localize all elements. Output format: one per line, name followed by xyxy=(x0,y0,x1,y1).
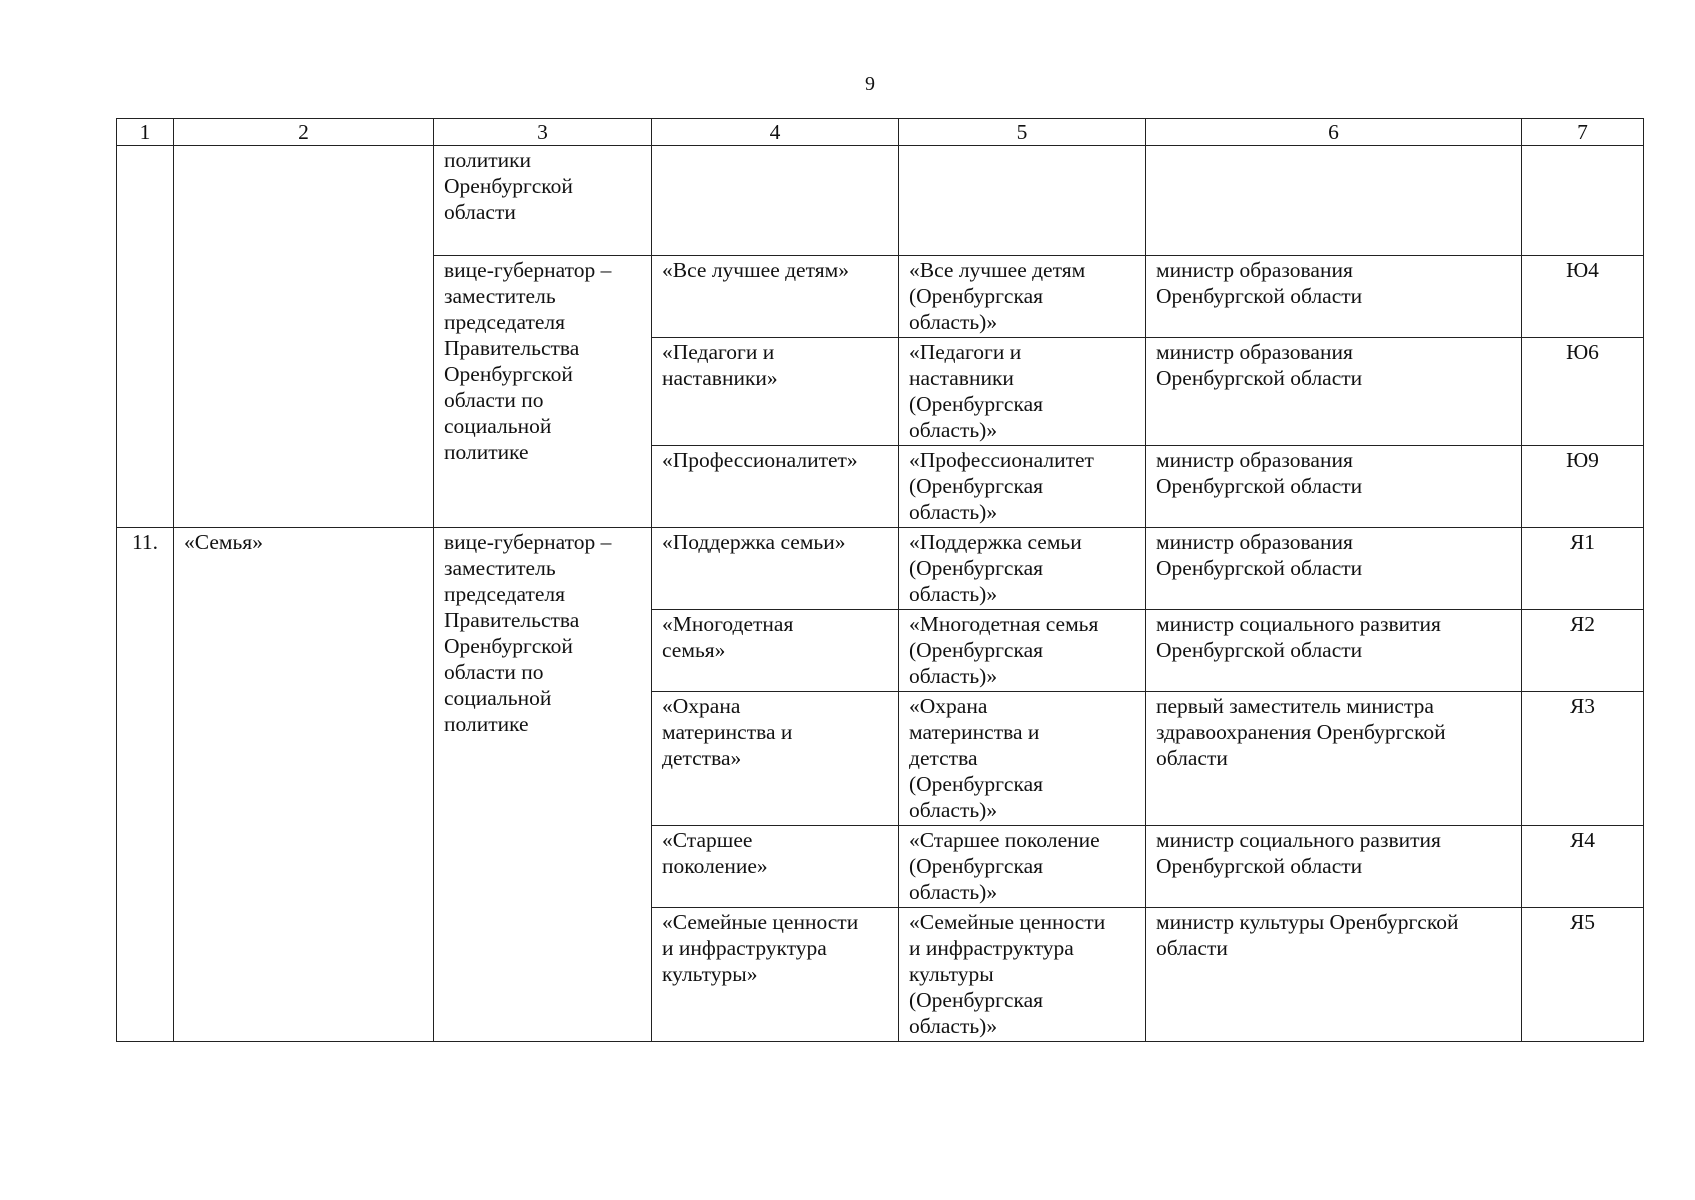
column-header-1: 1 xyxy=(117,119,174,146)
project-code-cell: Я2 xyxy=(1522,610,1644,692)
column-header-4: 4 xyxy=(652,119,899,146)
row-number-cell: 11. xyxy=(117,528,174,1042)
federal-project-cell: «Многодетная семья» xyxy=(652,610,899,692)
federal-project-cell: «Охрана материнства и детства» xyxy=(652,692,899,826)
regional-project-cell: «Старшее поколение (Оренбургская область)» xyxy=(899,826,1146,908)
curator-cell: вице-губернатор – заместитель председателя Правительства Оренбургской области по социальной политике xyxy=(434,256,652,528)
column-header-3: 3 xyxy=(434,119,652,146)
column-header-2: 2 xyxy=(174,119,434,146)
table-row xyxy=(117,528,1644,610)
regional-project-cell: «Поддержка семьи (Оренбургская область)» xyxy=(899,528,1146,610)
project-head-cell: министр культуры Оренбургской области xyxy=(1146,908,1522,1042)
project-code-cell xyxy=(1522,146,1644,256)
regional-project-cell: «Семейные ценности и инфраструктура культуры (Оренбургская область)» xyxy=(899,908,1146,1042)
project-code-cell: Я3 xyxy=(1522,692,1644,826)
project-head-cell: министр социального развития Оренбургской области xyxy=(1146,610,1522,692)
project-code-cell: Ю4 xyxy=(1522,256,1644,338)
project-head-cell: министр образования Оренбургской области xyxy=(1146,528,1522,610)
page-number: 9 xyxy=(865,73,875,95)
project-head-cell: министр образования Оренбургской области xyxy=(1146,338,1522,446)
national-project-cell: «Семья» xyxy=(174,528,434,1042)
federal-project-cell: «Все лучшее детям» xyxy=(652,256,899,338)
column-header-7: 7 xyxy=(1522,119,1644,146)
curator-cell: вице-губернатор – заместитель председателя Правительства Оренбургской области по социальной политике xyxy=(434,528,652,1042)
project-head-cell xyxy=(1146,146,1522,256)
table-row xyxy=(117,146,1644,256)
national-project-cell xyxy=(174,146,434,528)
federal-project-cell: «Семейные ценности и инфраструктура культуры» xyxy=(652,908,899,1042)
header-row xyxy=(117,119,1644,146)
regional-project-cell: «Все лучшее детям (Оренбургская область)» xyxy=(899,256,1146,338)
project-head-cell: министр образования Оренбургской области xyxy=(1146,256,1522,338)
curator-cell: политики Оренбургской области xyxy=(434,146,652,256)
project-code-cell: Ю9 xyxy=(1522,446,1644,528)
project-head-cell: министр образования Оренбургской области xyxy=(1146,446,1522,528)
federal-project-cell: «Поддержка семьи» xyxy=(652,528,899,610)
row-number-cell xyxy=(117,146,174,528)
projects-table xyxy=(116,118,1644,1042)
project-code-cell: Я5 xyxy=(1522,908,1644,1042)
regional-project-cell: «Многодетная семья (Оренбургская область)» xyxy=(899,610,1146,692)
federal-project-cell: «Профессионалитет» xyxy=(652,446,899,528)
project-head-cell: первый заместитель министра здравоохранения Оренбургской области xyxy=(1146,692,1522,826)
column-header-5: 5 xyxy=(899,119,1146,146)
regional-project-cell: «Педагоги и наставники (Оренбургская область)» xyxy=(899,338,1146,446)
regional-project-cell xyxy=(899,146,1146,256)
project-code-cell: Я1 xyxy=(1522,528,1644,610)
regional-project-cell: «Охрана материнства и детства (Оренбургская область)» xyxy=(899,692,1146,826)
column-header-6: 6 xyxy=(1146,119,1522,146)
project-code-cell: Ю6 xyxy=(1522,338,1644,446)
project-code-cell: Я4 xyxy=(1522,826,1644,908)
federal-project-cell: «Старшее поколение» xyxy=(652,826,899,908)
federal-project-cell xyxy=(652,146,899,256)
project-head-cell: министр социального развития Оренбургской области xyxy=(1146,826,1522,908)
federal-project-cell: «Педагоги и наставники» xyxy=(652,338,899,446)
regional-project-cell: «Профессионалитет (Оренбургская область)» xyxy=(899,446,1146,528)
